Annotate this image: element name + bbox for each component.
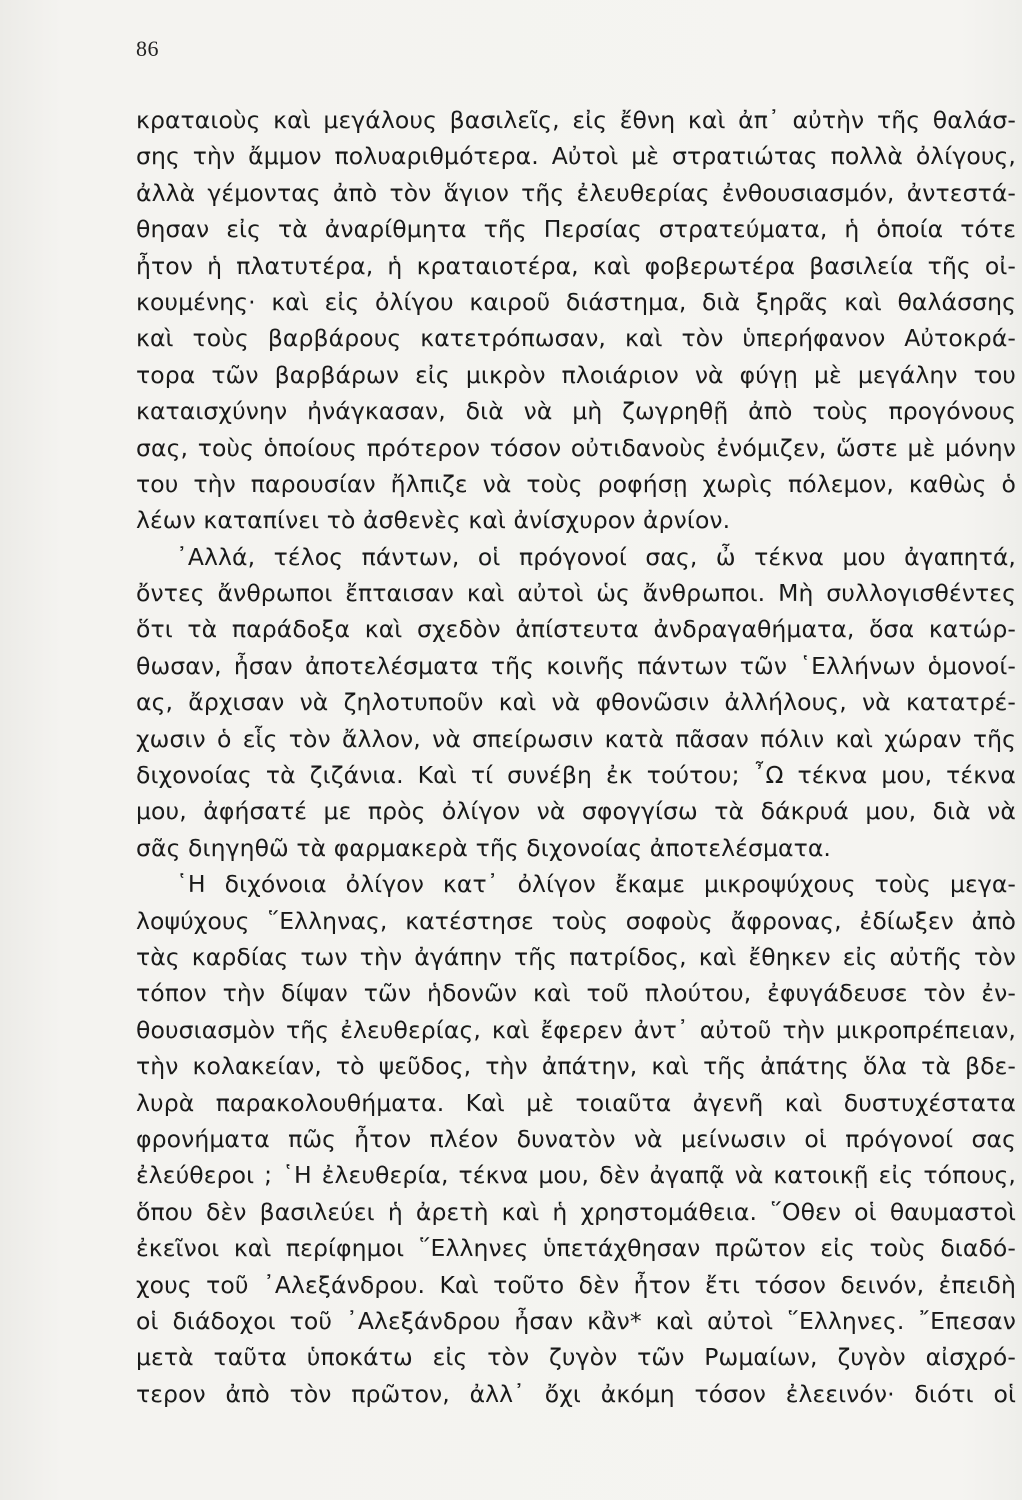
text-line: ἐκεῖνοι καὶ περίφημοι ῞Ελληνες ὑπετάχθησαν πρῶτον εἰς τοὺς διαδό- bbox=[136, 1234, 1016, 1263]
text-line: κραταιοὺς καὶ μεγάλους βασιλεῖς, εἰς ἔθνη καὶ ἀπ᾽ αὐτὴν τῆς θαλάσ- bbox=[136, 106, 1016, 134]
text-line: λυρὰ παρακολουθήματα. Καὶ μὲ τοιαῦτα ἀγενῆ καὶ δυστυχέστατα bbox=[136, 1088, 1016, 1117]
text-line: του τὴν παρουσίαν ἤλπιζε νὰ τοὺς ροφήσῃ χωρὶς πόλεμον, καθὼς ὁ bbox=[136, 469, 1016, 498]
body-text bbox=[136, 102, 1016, 1412]
text-line: καταισχύνην ἠνάγκασαν, διὰ νὰ μὴ ζωγρηθῇ ἀπὸ τοὺς προγόνους bbox=[136, 397, 1016, 426]
text-line: ᾽Αλλά, τέλος πάντων, οἱ πρόγονοί σας, ὦ τέκνα μου ἀγαπητά, bbox=[176, 542, 1016, 571]
text-line: σης τὴν ἄμμον πολυαριθμότερα. Αὐτοὶ μὲ στρατιώτας πολλὰ ὀλίγους, bbox=[136, 142, 1016, 171]
text-line: θησαν εἰς τὰ ἀναρίθμητα τῆς Περσίας στρατεύματα, ἡ ὁποία τότε bbox=[136, 215, 1016, 244]
text-line: ὅπου δὲν βασιλεύει ἡ ἀρετὴ καὶ ἡ χρηστομάθεια. ῞Οθεν οἱ θαυμαστοὶ bbox=[136, 1197, 1016, 1226]
text-line: οἱ διάδοχοι τοῦ ᾽Αλεξάνδρου ἦσαν κἂν* καὶ αὐτοὶ ῞Ελληνες. ῎Επεσαν bbox=[136, 1306, 1016, 1335]
text-line: θωσαν, ἦσαν ἀποτελέσματα τῆς κοινῆς πάντων τῶν ῾Ελλήνων ὁμονοί- bbox=[136, 651, 1016, 680]
text-line: θουσιασμὸν τῆς ἐλευθερίας, καὶ ἔφερεν ἀντ᾽ αὐτοῦ τὴν μικροπρέπειαν, bbox=[136, 1015, 1016, 1044]
text-line: μετὰ ταῦτα ὑποκάτω εἰς τὸν ζυγὸν τῶν Ρωμαίων, ζυγὸν αἰσχρό- bbox=[136, 1343, 1016, 1372]
text-line: διχονοίας τὰ ζιζάνια. Καὶ τί συνέβη ἐκ τούτου; ῏Ω τέκνα μου, τέκνα bbox=[136, 761, 1016, 790]
text-line: ἀλλὰ γέμοντας ἀπὸ τὸν ἅγιον τῆς ἐλευθερίας ἐνθουσιασμόν, ἀντεστά- bbox=[136, 178, 1016, 207]
text-line: λοψύχους ῞Ελληνας, κατέστησε τοὺς σοφοὺς ἄφρονας, ἐδίωξεν ἀπὸ bbox=[136, 906, 1016, 935]
text-line: φρονήματα πῶς ἦτον πλέον δυνατὸν νὰ μείνωσιν οἱ πρόγονοί σας bbox=[136, 1124, 1016, 1153]
text-line: ἐλεύθεροι ; ῾Η ἐλευθερία, τέκνα μου, δὲν ἀγαπᾷ νὰ κατοικῇ εἰς τόπους, bbox=[136, 1161, 1016, 1190]
text-line: χωσιν ὁ εἷς τὸν ἄλλον, νὰ σπείρωσιν κατὰ πᾶσαν πόλιν καὶ χώραν τῆς bbox=[136, 724, 1016, 753]
text-line: σας, τοὺς ὁποίους πρότερον τόσον οὐτιδανοὺς ἐνόμιζεν, ὥστε μὲ μόνην bbox=[136, 433, 1016, 462]
text-line: καὶ τοὺς βαρβάρους κατετρόπωσαν, καὶ τὸν ὑπερήφανον Αὐτοκρά- bbox=[136, 324, 1016, 353]
text-line: ἦτον ἡ πλατυτέρα, ἡ κραταιοτέρα, καὶ φοβερωτέρα βασιλεία τῆς οἰ- bbox=[136, 251, 1016, 280]
text-line: τερον ἀπὸ τὸν πρῶτον, ἀλλ᾽ ὄχι ἀκόμη τόσον ἐλεεινόν· διότι οἱ bbox=[136, 1379, 1016, 1408]
text-line: τόπον τὴν δίψαν τῶν ἡδονῶν καὶ τοῦ πλούτου, ἐφυγάδευσε τὸν ἐν- bbox=[136, 979, 1016, 1008]
page-number: 86 bbox=[136, 36, 159, 61]
text-line: τορα τῶν βαρβάρων εἰς μικρὸν πλοιάριον νὰ φύγῃ μὲ μεγάλην του bbox=[136, 360, 1016, 389]
text-line: ὅτι τὰ παράδοξα καὶ σχεδὸν ἀπίστευτα ἀνδραγαθήματα, ὅσα κατώρ- bbox=[136, 615, 1016, 644]
text-line: ας, ἄρχισαν νὰ ζηλοτυποῦν καὶ νὰ φθονῶσιν ἀλλήλους, νὰ κατατρέ- bbox=[136, 688, 1016, 717]
text-line: ὄντες ἄνθρωποι ἔπταισαν καὶ αὐτοὶ ὡς ἄνθρωποι. Μὴ συλλογισθέντες bbox=[136, 579, 1016, 608]
text-line: χους τοῦ ᾽Αλεξάνδρου. Καὶ τοῦτο δὲν ἦτον ἔτι τόσον δεινόν, ἐπειδὴ bbox=[136, 1270, 1016, 1299]
text-line: λέων καταπίνει τὸ ἀσθενὲς καὶ ἀνίσχυρον ἀρνίον. bbox=[136, 506, 731, 535]
text-line: μου, ἀφήσατέ με πρὸς ὀλίγον νὰ σφογγίσω τὰ δάκρυά μου, διὰ νὰ bbox=[136, 797, 1016, 826]
text-line: σᾶς διηγηθῶ τὰ φαρμακερὰ τῆς διχονοίας ἀποτελέσματα. bbox=[136, 833, 832, 862]
text-line: τὴν κολακείαν, τὸ ψεῦδος, τὴν ἀπάτην, καὶ τῆς ἀπάτης ὅλα τὰ βδε- bbox=[136, 1052, 1016, 1081]
text-line: τὰς καρδίας των τὴν ἀγάπην τῆς πατρίδος, καὶ ἔθηκεν εἰς αὐτῆς τὸν bbox=[136, 942, 1016, 971]
text-line: κουμένης· καὶ εἰς ὀλίγου καιροῦ διάστημα, διὰ ξηρᾶς καὶ θαλάσσης bbox=[136, 287, 1016, 316]
text-line: ῾Η διχόνοια ὀλίγον κατ᾽ ὀλίγον ἔκαμε μικροψύχους τοὺς μεγα- bbox=[176, 870, 1016, 899]
